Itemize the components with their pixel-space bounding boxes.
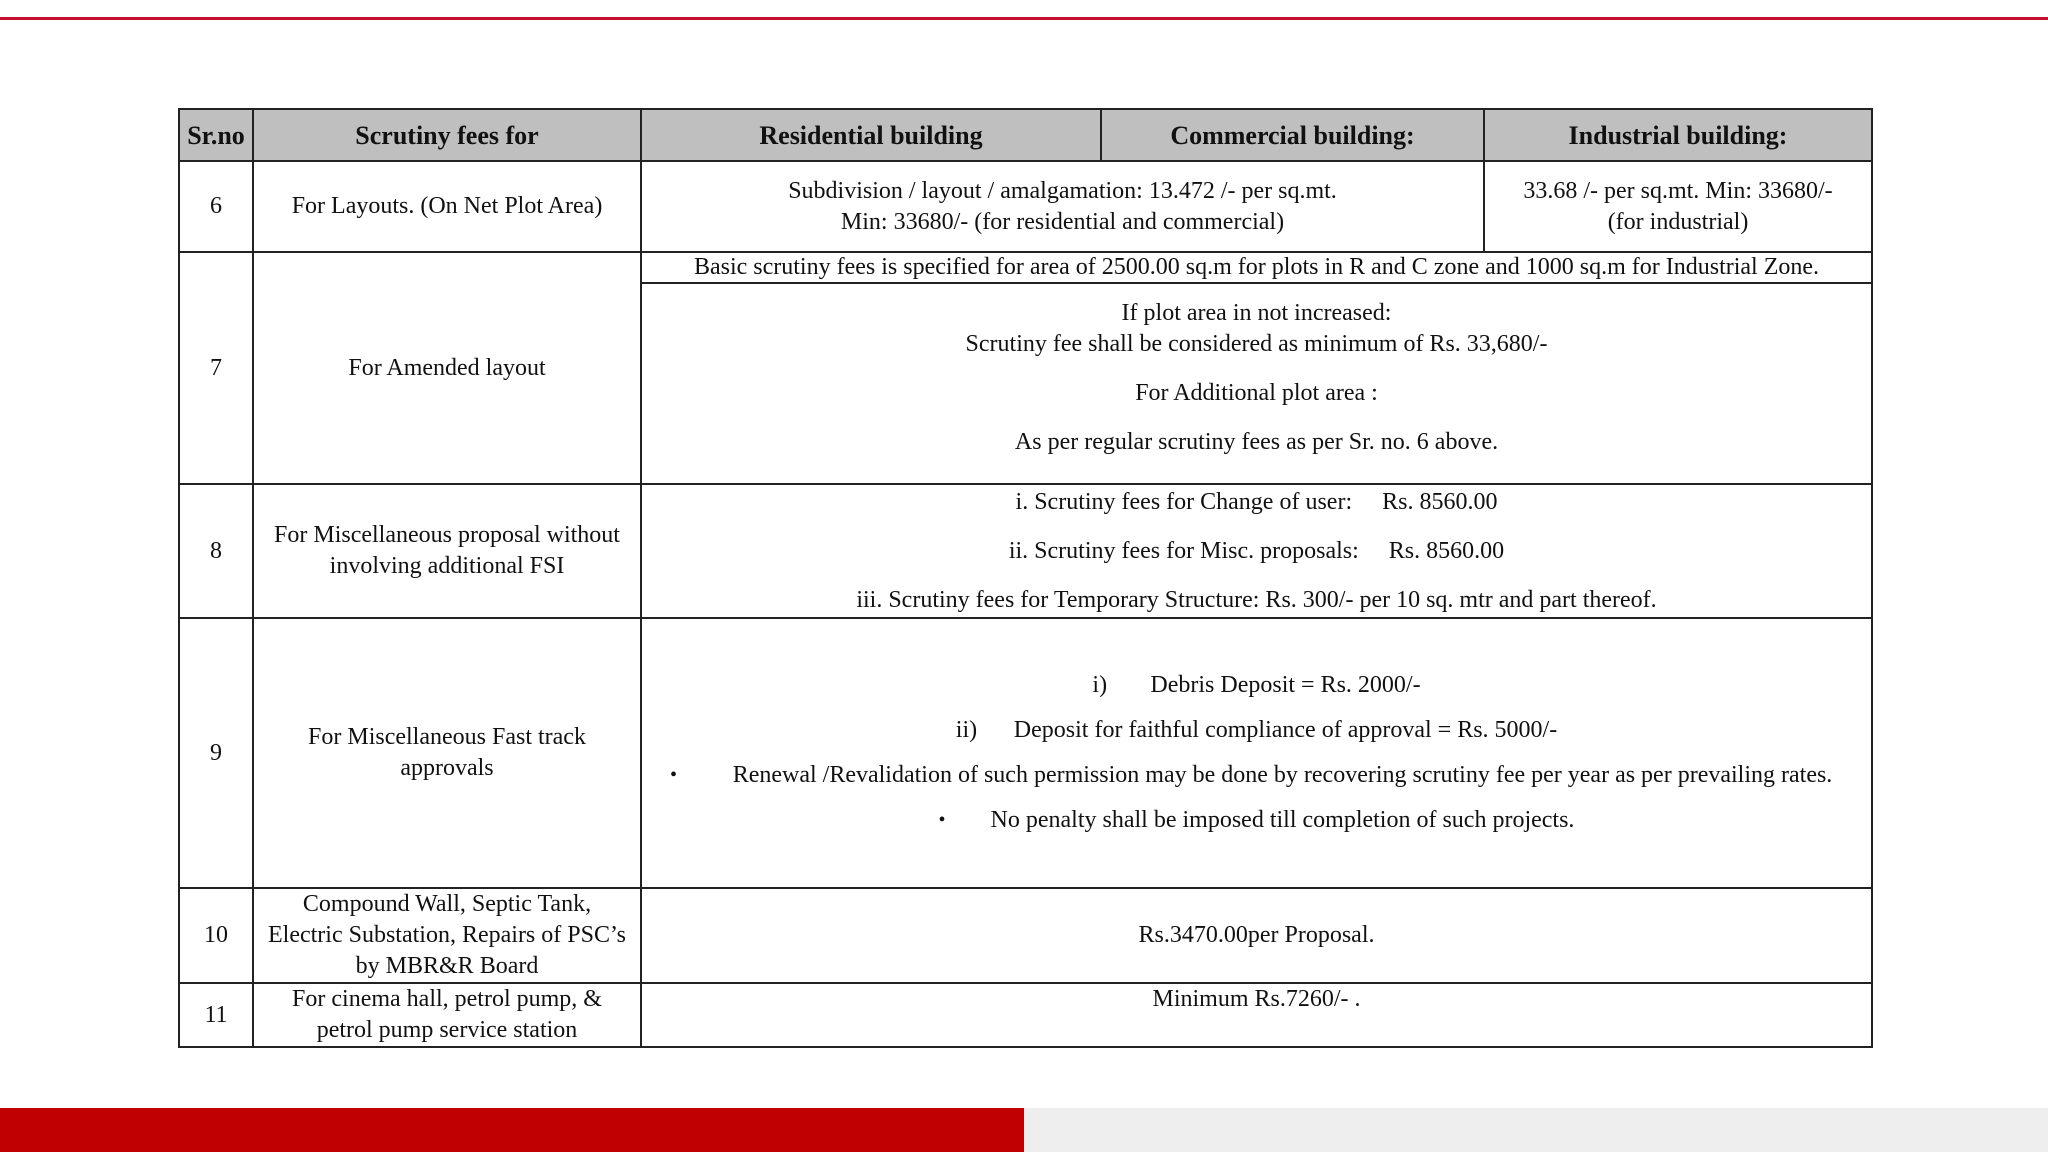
row11-label-line1: For cinema hall, petrol pump, &: [292, 986, 602, 1012]
header-scrutiny-fees-for: Scrutiny fees for: [253, 109, 641, 161]
row9-item2-text: Deposit for faithful compliance of approval = Rs. 5000/-: [1013, 717, 1558, 743]
table-header-row: [179, 109, 1872, 161]
header-industrial: Industrial building:: [1484, 109, 1872, 161]
row9-number: 9: [179, 618, 253, 888]
row10-label: [253, 888, 641, 983]
row8-item2-label: ii. Scrutiny fees for Misc. proposals:: [1008, 537, 1359, 564]
row6-ind-line1: 33.68 /- per sq.mt. Min: 33680/-: [1523, 177, 1833, 204]
row6-ind-line2: (for industrial): [1607, 208, 1749, 235]
row8-label: [253, 484, 641, 618]
row9-label: [253, 618, 641, 888]
row7-details: [641, 252, 1872, 484]
row9-details: [641, 618, 1872, 888]
row8-item1: [646, 487, 1867, 518]
row8-item3: iii. Scrutiny fees for Temporary Structure: Rs. 300/- per 10 sq. mtr and part thereof.: [856, 586, 1657, 613]
bullet-icon: •: [938, 809, 946, 831]
row8-number: 8: [179, 484, 253, 618]
row10-value: Rs.3470.00per Proposal.: [641, 888, 1872, 983]
row7-line1: If plot area in not increased:: [1121, 300, 1392, 326]
row9-bullet2: [670, 805, 1843, 836]
row6-residential-commercial: [641, 161, 1484, 252]
bullet-icon: •: [670, 764, 678, 786]
row7-line2: Scrutiny fee shall be considered as minimum of Rs. 33,680/-: [965, 331, 1548, 357]
table-row: [179, 983, 1872, 1047]
row7-basic-note: Basic scrutiny fees is specified for area of 2500.00 sq.m for plots in R and C zone and 1000 sq.m for Industrial Zone.: [642, 253, 1871, 284]
top-accent-rule: [0, 17, 2048, 20]
table-row: [179, 618, 1872, 888]
row7-label: For Amended layout: [253, 252, 641, 484]
row7-line4: As per regular scrutiny fees as per Sr. no. 6 above.: [1014, 429, 1499, 455]
row8-label-line2: involving additional FSI: [329, 553, 565, 579]
table-row: [179, 888, 1872, 983]
row9-item1-text: Debris Deposit = Rs. 2000/-: [1150, 672, 1421, 698]
row9-item1: [670, 670, 1843, 701]
row9-item2-num: ii): [955, 717, 978, 743]
footer-red-bar: [0, 1108, 1024, 1152]
header-srno: Sr.no: [179, 109, 253, 161]
row8-details: [641, 484, 1872, 618]
row10-label-line3: by MBR&R Board: [355, 953, 539, 979]
row10-label-line2: Electric Substation, Repairs of PSC’s: [268, 922, 626, 948]
row9-label-line1: For Miscellaneous Fast track: [308, 724, 586, 750]
header-residential: Residential building: [641, 109, 1101, 161]
scrutiny-fees-table: [178, 108, 1873, 1048]
row9-bullet2-text: No penalty shall be imposed till completion of such projects.: [990, 807, 1575, 833]
row9-item2: [670, 715, 1843, 746]
row11-label-line2: petrol pump service station: [316, 1017, 578, 1043]
row11-number: 11: [179, 983, 253, 1047]
row6-industrial: [1484, 161, 1872, 252]
table-row: [179, 484, 1872, 618]
footer-grey-bar: [1024, 1108, 2048, 1152]
row7-number: 7: [179, 252, 253, 484]
row11-label: [253, 983, 641, 1047]
row8-label-line1: For Miscellaneous proposal without: [274, 522, 620, 548]
row9-bullet1-text: Renewal /Revalidation of such permission may be done by recovering scrutiny fee per year as per prevailing rates.: [732, 762, 1833, 788]
row7-body: [642, 284, 1871, 470]
table-row: [179, 252, 1872, 484]
row9-bullet1: [670, 760, 1843, 791]
row9-item1-num: i): [1092, 672, 1108, 698]
row11-value: Minimum Rs.7260/- .: [641, 983, 1872, 1047]
row6-label: For Layouts. (On Net Plot Area): [253, 161, 641, 252]
row7-line3: For Additional plot area :: [1135, 380, 1378, 406]
row8-item2-value: Rs. 8560.00: [1388, 537, 1505, 564]
row8-item1-label: i. Scrutiny fees for Change of user:: [1015, 488, 1353, 515]
table-row: [179, 161, 1872, 252]
header-commercial: Commercial building:: [1101, 109, 1484, 161]
row10-label-line1: Compound Wall, Septic Tank,: [302, 891, 592, 917]
row8-item2: [646, 536, 1867, 567]
row6-number: 6: [179, 161, 253, 252]
row6-res-line2: Min: 33680/- (for residential and commercial): [840, 208, 1285, 235]
row6-res-line1: Subdivision / layout / amalgamation: 13.472 /- per sq.mt.: [788, 177, 1337, 204]
row10-number: 10: [179, 888, 253, 983]
row9-label-line2: approvals: [400, 755, 494, 781]
row8-item1-value: Rs. 8560.00: [1382, 488, 1498, 515]
